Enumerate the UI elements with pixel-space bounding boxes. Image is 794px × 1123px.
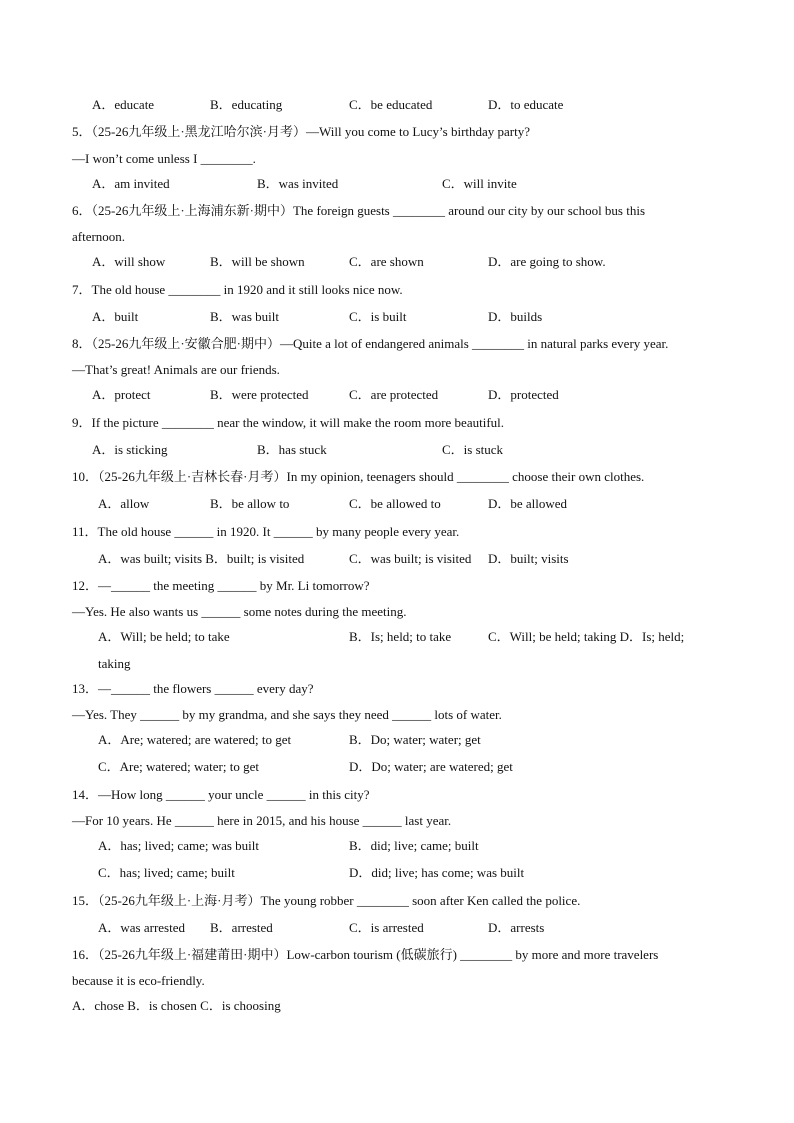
option-b: B．will be shown bbox=[210, 254, 305, 269]
question-16-stem-cont: because it is eco-friendly. bbox=[72, 973, 205, 988]
option-a-b: A．was built; visits B．built; is visited bbox=[98, 551, 305, 566]
question-11-stem: 11．The old house ______ in 1920. It ______ by many people every year. bbox=[72, 524, 460, 539]
option-d: D．Do; water; are watered; get bbox=[349, 759, 513, 774]
question-10-stem: 10．（25-26九年级上·吉林长春·月考）In my opinion, teenagers should ________ choose their own clothes. bbox=[72, 469, 645, 484]
option-b: B．was built bbox=[210, 309, 279, 324]
option-a: A．will show bbox=[92, 254, 166, 269]
question-6-stem-cont: afternoon. bbox=[72, 229, 126, 244]
option-a: A．is sticking bbox=[92, 442, 168, 457]
option-a: A．built bbox=[92, 309, 139, 324]
option-b: B．was invited bbox=[257, 176, 339, 191]
question-12-response: —Yes. He also wants us ______ some notes during the meeting. bbox=[72, 604, 407, 619]
question-13-stem: 13．—______ the flowers ______ every day? bbox=[72, 681, 314, 696]
option-b: B．be allow to bbox=[210, 496, 290, 511]
option-a: A．has; lived; came; was built bbox=[98, 838, 260, 853]
option-c: C．are protected bbox=[349, 387, 439, 402]
question-7-stem: 7．The old house ________ in 1920 and it still looks nice now. bbox=[72, 282, 403, 297]
question-6-stem: 6．（25-26九年级上·上海浦东新·期中）The foreign guests ________ around our city by our school bus this bbox=[72, 203, 646, 218]
option-d: D．to educate bbox=[488, 97, 564, 112]
question-5-response: —I won’t come unless I ________. bbox=[72, 151, 256, 166]
option-a: A．Are; watered; are watered; to get bbox=[98, 732, 292, 747]
option-a: A．protect bbox=[92, 387, 151, 402]
option-c: C．was built; is visited bbox=[349, 551, 472, 566]
option-b: B．educating bbox=[210, 97, 283, 112]
question-13-response: —Yes. They ______ by my grandma, and she says they need ______ lots of water. bbox=[72, 707, 502, 722]
question-8-stem: 8．（25-26九年级上·安徽合肥·期中）—Quite a lot of endangered animals ________ in natural parks every year. bbox=[72, 336, 669, 351]
question-14-response: —For 10 years. He ______ here in 2015, and his house ______ last year. bbox=[72, 813, 452, 828]
question-16-stem: 16．（25-26九年级上·福建莆田·期中）Low-carbon tourism (低碳旅行) ________ by more and more travelers bbox=[72, 947, 659, 962]
option-b: B．Do; water; water; get bbox=[349, 732, 481, 747]
option-d: D．builds bbox=[488, 309, 543, 324]
option-a: A．Will; be held; to take bbox=[98, 629, 230, 644]
option-c: C．has; lived; came; built bbox=[98, 865, 235, 880]
option-a: A．allow bbox=[98, 496, 150, 511]
option-a: A．was arrested bbox=[98, 920, 185, 935]
option-d: D．built; visits bbox=[488, 551, 569, 566]
option-c: C．is arrested bbox=[349, 920, 424, 935]
option-c: C．will invite bbox=[442, 176, 517, 191]
option-d-wrap: taking bbox=[98, 656, 131, 671]
option-d: D．did; live; has come; was built bbox=[349, 865, 525, 880]
option-c: C．Are; watered; water; to get bbox=[98, 759, 259, 774]
question-15-stem: 15．（25-26九年级上·上海·月考）The young robber ________ soon after Ken called the police. bbox=[72, 893, 581, 908]
option-a: A．educate bbox=[92, 97, 155, 112]
option-d: D．be allowed bbox=[488, 496, 568, 511]
option-c: C．are shown bbox=[349, 254, 424, 269]
option-b: B．did; live; came; built bbox=[349, 838, 479, 853]
question-12-stem: 12．—______ the meeting ______ by Mr. Li tomorrow? bbox=[72, 578, 370, 593]
option-c: C．be educated bbox=[349, 97, 433, 112]
option-d: D．protected bbox=[488, 387, 559, 402]
option-c: C．be allowed to bbox=[349, 496, 441, 511]
question-5-stem: 5．（25-26九年级上·黑龙江哈尔滨·月考）—Will you come to Lucy’s birthday party? bbox=[72, 124, 531, 139]
option-c: C．is built bbox=[349, 309, 407, 324]
option-b: B．has stuck bbox=[257, 442, 327, 457]
option-b: B．Is; held; to take bbox=[349, 629, 452, 644]
question-8-response: —That’s great! Animals are our friends. bbox=[72, 362, 280, 377]
question-16-options: A．chose B．is chosen C．is choosing bbox=[72, 998, 281, 1013]
question-9-stem: 9．If the picture ________ near the window, it will make the room more beautiful. bbox=[72, 415, 505, 430]
option-b: B．arrested bbox=[210, 920, 273, 935]
option-a: A．am invited bbox=[92, 176, 170, 191]
question-14-stem: 14．—How long ______ your uncle ______ in this city? bbox=[72, 787, 370, 802]
option-c-d: C．Will; be held; taking D．Is; held; bbox=[488, 629, 685, 644]
option-d: D．are going to show. bbox=[488, 254, 606, 269]
option-d: D．arrests bbox=[488, 920, 545, 935]
option-b: B．were protected bbox=[210, 387, 309, 402]
option-c: C．is stuck bbox=[442, 442, 504, 457]
